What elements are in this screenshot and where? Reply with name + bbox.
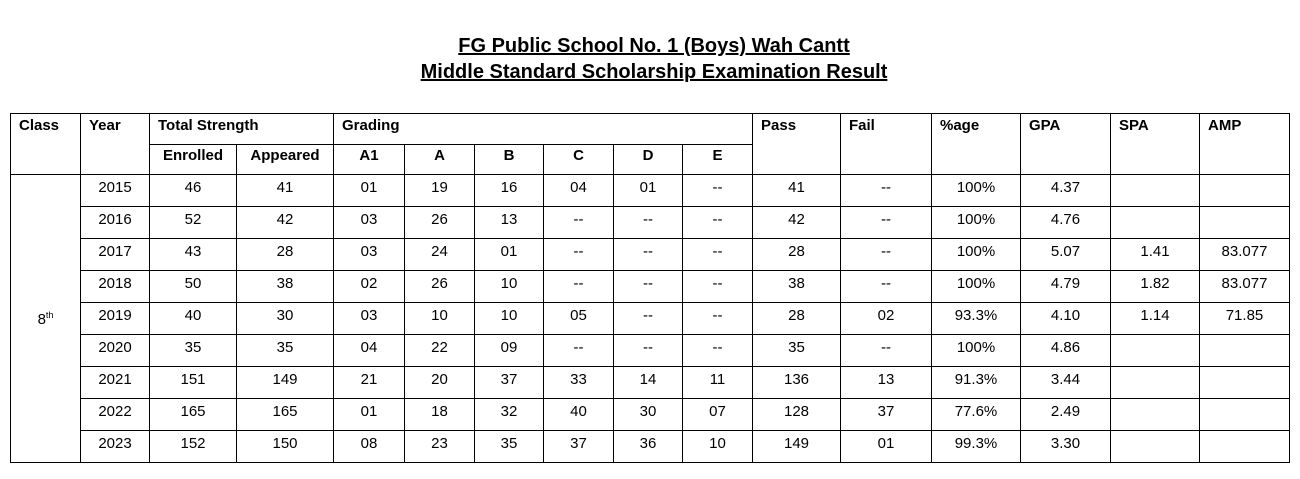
cell-pass: 38 <box>753 271 841 303</box>
cell-grade-a1: 04 <box>334 335 405 367</box>
cell-enrolled: 35 <box>150 335 237 367</box>
cell-year: 2019 <box>81 303 150 335</box>
cell-grade-e: -- <box>683 335 753 367</box>
cell-enrolled: 151 <box>150 367 237 399</box>
cell-percentage: 91.3% <box>932 367 1021 399</box>
cell-grade-a1: 03 <box>334 303 405 335</box>
cell-fail: -- <box>841 271 932 303</box>
cell-grade-c: 37 <box>544 431 614 463</box>
cell-grade-b: 13 <box>475 207 544 239</box>
cell-grade-a1: 01 <box>334 175 405 207</box>
header-gpa: GPA <box>1021 114 1111 175</box>
table-row <box>11 431 1290 463</box>
title-block <box>0 33 1300 85</box>
cell-fail: 13 <box>841 367 932 399</box>
cell-appeared: 35 <box>237 335 334 367</box>
cell-fail: 02 <box>841 303 932 335</box>
cell-grade-d: 30 <box>614 399 683 431</box>
cell-year: 2018 <box>81 271 150 303</box>
cell-pass: 149 <box>753 431 841 463</box>
cell-grade-d: 01 <box>614 175 683 207</box>
cell-pass: 128 <box>753 399 841 431</box>
header-grade-e: E <box>683 145 753 175</box>
header-enrolled: Enrolled <box>150 145 237 175</box>
table-row <box>11 399 1290 431</box>
cell-pass: 35 <box>753 335 841 367</box>
cell-amp <box>1200 431 1290 463</box>
cell-grade-c: -- <box>544 271 614 303</box>
cell-gpa: 4.37 <box>1021 175 1111 207</box>
cell-grade-b: 01 <box>475 239 544 271</box>
cell-amp <box>1200 207 1290 239</box>
cell-fail: -- <box>841 175 932 207</box>
cell-percentage: 77.6% <box>932 399 1021 431</box>
cell-grade-a: 10 <box>405 303 475 335</box>
cell-year: 2015 <box>81 175 150 207</box>
cell-pass: 42 <box>753 207 841 239</box>
cell-appeared: 149 <box>237 367 334 399</box>
cell-spa <box>1111 175 1200 207</box>
cell-gpa: 5.07 <box>1021 239 1111 271</box>
cell-percentage: 100% <box>932 271 1021 303</box>
header-percentage: %age <box>932 114 1021 175</box>
cell-pass: 136 <box>753 367 841 399</box>
class-cell <box>11 175 81 463</box>
cell-grade-e: 10 <box>683 431 753 463</box>
cell-grade-b: 37 <box>475 367 544 399</box>
cell-grade-c: -- <box>544 335 614 367</box>
cell-year: 2016 <box>81 207 150 239</box>
result-table-body <box>11 175 1290 463</box>
cell-grade-a: 26 <box>405 207 475 239</box>
header-pass: Pass <box>753 114 841 175</box>
cell-grade-e: -- <box>683 303 753 335</box>
cell-spa: 1.14 <box>1111 303 1200 335</box>
cell-enrolled: 40 <box>150 303 237 335</box>
cell-fail: 37 <box>841 399 932 431</box>
cell-grade-d: -- <box>614 239 683 271</box>
cell-grade-a: 18 <box>405 399 475 431</box>
cell-pass: 28 <box>753 303 841 335</box>
cell-grade-b: 09 <box>475 335 544 367</box>
cell-grade-b: 10 <box>475 271 544 303</box>
cell-grade-e: 07 <box>683 399 753 431</box>
cell-fail: 01 <box>841 431 932 463</box>
page-title: FG Public School No. 1 (Boys) Wah Cantt <box>458 35 850 57</box>
cell-grade-c: -- <box>544 207 614 239</box>
cell-grade-c: 40 <box>544 399 614 431</box>
cell-gpa: 4.79 <box>1021 271 1111 303</box>
cell-grade-a: 20 <box>405 367 475 399</box>
cell-spa: 1.41 <box>1111 239 1200 271</box>
cell-enrolled: 165 <box>150 399 237 431</box>
cell-year: 2021 <box>81 367 150 399</box>
cell-grade-a: 24 <box>405 239 475 271</box>
header-grade-d: D <box>614 145 683 175</box>
cell-amp <box>1200 175 1290 207</box>
cell-amp <box>1200 367 1290 399</box>
cell-fail: -- <box>841 335 932 367</box>
cell-enrolled: 43 <box>150 239 237 271</box>
header-grade-b: B <box>475 145 544 175</box>
cell-enrolled: 46 <box>150 175 237 207</box>
cell-appeared: 28 <box>237 239 334 271</box>
page-subtitle: Middle Standard Scholarship Examination Result <box>420 61 888 83</box>
table-row <box>11 303 1290 335</box>
cell-spa <box>1111 207 1200 239</box>
cell-amp: 83.077 <box>1200 239 1290 271</box>
header-spa: SPA <box>1111 114 1200 175</box>
cell-fail: -- <box>841 239 932 271</box>
cell-grade-b: 16 <box>475 175 544 207</box>
cell-spa <box>1111 431 1200 463</box>
cell-enrolled: 152 <box>150 431 237 463</box>
cell-gpa: 4.86 <box>1021 335 1111 367</box>
cell-grade-a: 23 <box>405 431 475 463</box>
cell-grade-e: 11 <box>683 367 753 399</box>
cell-percentage: 93.3% <box>932 303 1021 335</box>
cell-grade-a: 19 <box>405 175 475 207</box>
table-row <box>11 207 1290 239</box>
cell-grade-a1: 08 <box>334 431 405 463</box>
cell-amp <box>1200 335 1290 367</box>
header-grading: Grading <box>334 114 753 145</box>
cell-spa: 1.82 <box>1111 271 1200 303</box>
cell-year: 2022 <box>81 399 150 431</box>
header-grade-a: A <box>405 145 475 175</box>
cell-percentage: 100% <box>932 335 1021 367</box>
cell-fail: -- <box>841 207 932 239</box>
class-value: 8 <box>37 310 46 328</box>
cell-gpa: 2.49 <box>1021 399 1111 431</box>
cell-gpa: 4.10 <box>1021 303 1111 335</box>
cell-grade-d: -- <box>614 303 683 335</box>
cell-spa <box>1111 399 1200 431</box>
cell-percentage: 100% <box>932 239 1021 271</box>
cell-amp: 71.85 <box>1200 303 1290 335</box>
cell-spa <box>1111 367 1200 399</box>
cell-year: 2020 <box>81 335 150 367</box>
cell-grade-d: -- <box>614 271 683 303</box>
class-suffix: th <box>45 309 54 320</box>
cell-grade-d: 36 <box>614 431 683 463</box>
cell-grade-e: -- <box>683 207 753 239</box>
cell-grade-a: 22 <box>405 335 475 367</box>
header-grade-c: C <box>544 145 614 175</box>
cell-grade-e: -- <box>683 271 753 303</box>
cell-gpa: 4.76 <box>1021 207 1111 239</box>
table-row <box>11 367 1290 399</box>
cell-percentage: 100% <box>932 175 1021 207</box>
cell-amp <box>1200 399 1290 431</box>
cell-grade-a1: 03 <box>334 239 405 271</box>
cell-grade-b: 32 <box>475 399 544 431</box>
cell-appeared: 165 <box>237 399 334 431</box>
cell-appeared: 30 <box>237 303 334 335</box>
cell-appeared: 41 <box>237 175 334 207</box>
cell-grade-a1: 02 <box>334 271 405 303</box>
cell-year: 2017 <box>81 239 150 271</box>
cell-spa <box>1111 335 1200 367</box>
cell-gpa: 3.30 <box>1021 431 1111 463</box>
table-row <box>11 271 1290 303</box>
cell-pass: 28 <box>753 239 841 271</box>
cell-grade-e: -- <box>683 175 753 207</box>
cell-grade-d: -- <box>614 207 683 239</box>
cell-grade-c: 05 <box>544 303 614 335</box>
cell-grade-b: 35 <box>475 431 544 463</box>
cell-appeared: 38 <box>237 271 334 303</box>
table-row <box>11 239 1290 271</box>
header-year: Year <box>81 114 150 175</box>
result-table <box>10 113 1290 463</box>
cell-grade-e: -- <box>683 239 753 271</box>
cell-enrolled: 50 <box>150 271 237 303</box>
cell-grade-c: 33 <box>544 367 614 399</box>
cell-grade-a1: 01 <box>334 399 405 431</box>
cell-gpa: 3.44 <box>1021 367 1111 399</box>
table-row <box>11 175 1290 207</box>
cell-grade-c: -- <box>544 239 614 271</box>
cell-grade-c: 04 <box>544 175 614 207</box>
header-amp: AMP <box>1200 114 1290 175</box>
cell-appeared: 150 <box>237 431 334 463</box>
cell-grade-d: -- <box>614 335 683 367</box>
cell-pass: 41 <box>753 175 841 207</box>
header-fail: Fail <box>841 114 932 175</box>
header-total-strength: Total Strength <box>150 114 334 145</box>
cell-enrolled: 52 <box>150 207 237 239</box>
cell-grade-a1: 21 <box>334 367 405 399</box>
cell-year: 2023 <box>81 431 150 463</box>
cell-percentage: 99.3% <box>932 431 1021 463</box>
cell-percentage: 100% <box>932 207 1021 239</box>
table-row <box>11 335 1290 367</box>
header-appeared: Appeared <box>237 145 334 175</box>
header-row <box>11 114 1290 145</box>
cell-appeared: 42 <box>237 207 334 239</box>
cell-grade-a1: 03 <box>334 207 405 239</box>
cell-grade-b: 10 <box>475 303 544 335</box>
header-grade-a1: A1 <box>334 145 405 175</box>
cell-grade-a: 26 <box>405 271 475 303</box>
cell-amp: 83.077 <box>1200 271 1290 303</box>
cell-grade-d: 14 <box>614 367 683 399</box>
header-class: Class <box>11 114 81 175</box>
